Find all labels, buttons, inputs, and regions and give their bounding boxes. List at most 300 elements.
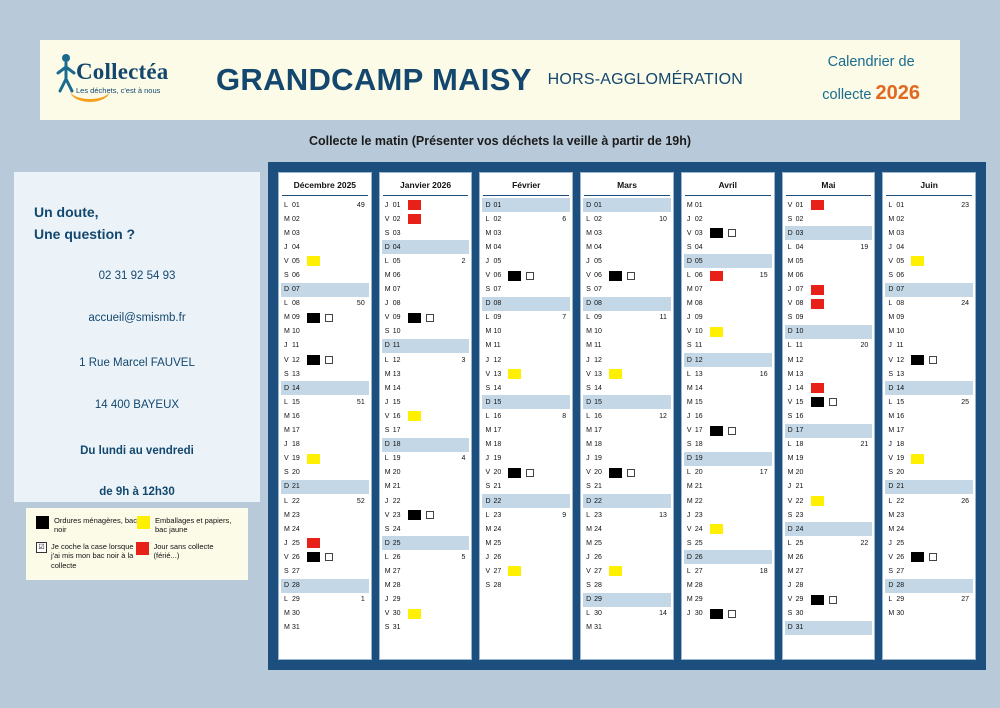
day-letter: D	[787, 328, 793, 336]
day-number: 16	[292, 412, 300, 420]
yellow-bin-icon	[811, 496, 824, 506]
day-letter: M	[888, 328, 895, 336]
day-letter: D	[586, 596, 592, 604]
day-letter: J	[284, 243, 288, 251]
day-row	[382, 353, 470, 367]
day-row	[785, 438, 873, 452]
day-row	[583, 424, 671, 438]
day-number: 01	[896, 201, 905, 209]
week-number: 19	[860, 243, 869, 251]
day-letter: M	[586, 229, 592, 237]
day-row	[281, 494, 369, 508]
day-letter: M	[787, 553, 794, 561]
month-name: Février	[512, 180, 541, 190]
day-number: 10	[896, 328, 905, 336]
day-row	[885, 381, 973, 395]
day-letter: J	[686, 314, 691, 322]
day-letter: J	[888, 243, 892, 251]
month-divider	[483, 195, 569, 196]
day-letter: S	[384, 525, 390, 533]
day-row	[281, 550, 369, 564]
day-number: 24	[694, 525, 703, 533]
day-letter: J	[586, 455, 590, 463]
yellow-bin-icon	[508, 566, 521, 576]
day-letter: D	[485, 497, 491, 505]
day-letter: M	[888, 229, 895, 237]
day-letter: L	[384, 257, 389, 265]
day-row	[583, 367, 671, 381]
day-number: 17	[694, 427, 703, 435]
day-checkbox[interactable]	[829, 398, 837, 406]
day-letter: J	[485, 553, 489, 561]
day-letter: D	[787, 624, 793, 632]
day-letter: S	[384, 427, 390, 435]
black-bin-icon	[408, 313, 421, 323]
day-number: 12	[896, 356, 905, 364]
week-number: 22	[860, 539, 869, 547]
day-letter: S	[384, 229, 390, 237]
day-number: 02	[392, 215, 401, 223]
day-letter: J	[384, 300, 389, 308]
checkbox-icon: ☑	[36, 542, 47, 553]
black-bin-icon	[307, 552, 320, 562]
day-number: 09	[594, 314, 602, 322]
day-letter: V	[384, 511, 390, 519]
day-list	[883, 198, 975, 659]
day-checkbox[interactable]	[526, 469, 534, 477]
yellow-bin-swatch-icon	[137, 516, 150, 529]
day-number: 30	[292, 610, 300, 618]
day-row	[583, 480, 671, 494]
day-letter: V	[485, 272, 491, 280]
day-row	[382, 607, 470, 621]
day-number: 03	[795, 229, 804, 237]
day-checkbox[interactable]	[728, 427, 736, 435]
day-checkbox[interactable]	[929, 356, 937, 364]
day-letter: J	[787, 582, 792, 590]
day-row	[684, 508, 772, 522]
day-row	[885, 367, 973, 381]
day-row	[785, 621, 873, 635]
day-letter: V	[787, 201, 793, 209]
day-letter: S	[586, 384, 591, 392]
day-row	[281, 579, 369, 593]
day-row	[785, 564, 873, 578]
day-number: 23	[292, 511, 300, 519]
day-letter: J	[284, 342, 288, 350]
day-letter: L	[686, 272, 691, 280]
day-row	[885, 466, 973, 480]
calendar-label-collecte: collecte	[822, 87, 872, 104]
day-row	[885, 438, 973, 452]
day-row	[482, 579, 570, 593]
day-letter: J	[485, 257, 489, 265]
day-number: 29	[392, 596, 401, 604]
day-number: 03	[392, 229, 401, 237]
day-letter: S	[586, 483, 591, 491]
day-row	[785, 395, 873, 409]
day-row	[785, 297, 873, 311]
collection-notice: Collecte le matin (Présenter vos déchets la veille à partir de 19h)	[308, 134, 692, 148]
day-row	[684, 198, 772, 212]
day-row	[785, 480, 873, 494]
day-checkbox[interactable]	[627, 272, 635, 280]
month-column	[278, 172, 372, 660]
day-letter: D	[485, 201, 491, 209]
month-name: Mai	[821, 180, 836, 190]
day-row	[885, 536, 973, 550]
day-row	[885, 226, 973, 240]
day-number: 17	[594, 427, 602, 435]
day-letter: S	[686, 243, 692, 251]
day-number: 11	[493, 342, 501, 350]
day-letter: V	[888, 356, 893, 364]
day-row	[785, 536, 873, 550]
day-row	[583, 283, 671, 297]
day-number: 16	[493, 412, 502, 420]
day-letter: M	[485, 243, 492, 251]
day-row	[583, 508, 671, 522]
yellow-bin-icon	[307, 256, 320, 266]
day-number: 20	[694, 469, 703, 477]
day-letter: L	[284, 201, 288, 209]
day-checkbox[interactable]	[728, 229, 736, 237]
day-row	[382, 564, 470, 578]
day-number: 03	[594, 229, 602, 237]
day-checkbox[interactable]	[929, 553, 937, 561]
day-row	[281, 480, 369, 494]
day-letter: M	[686, 300, 693, 308]
month-column	[580, 172, 674, 660]
day-letter: L	[888, 497, 893, 505]
day-letter: S	[284, 370, 289, 378]
day-number: 11	[594, 342, 602, 350]
day-checkbox[interactable]	[325, 314, 333, 322]
week-number: 15	[759, 272, 768, 280]
day-number: 11	[795, 342, 803, 350]
day-row	[885, 395, 973, 409]
day-number: 08	[493, 300, 502, 308]
day-row	[382, 240, 470, 254]
day-letter: M	[284, 624, 290, 632]
week-number: 20	[860, 342, 869, 350]
day-row	[482, 395, 570, 409]
day-number: 16	[795, 412, 804, 420]
day-number: 10	[795, 328, 804, 336]
day-row	[382, 593, 470, 607]
day-number: 07	[896, 286, 905, 294]
day-number: 22	[594, 497, 602, 505]
day-number: 23	[694, 511, 703, 519]
week-number: 23	[961, 201, 970, 209]
day-row	[583, 339, 671, 353]
day-number: 07	[694, 286, 703, 294]
day-letter: S	[686, 539, 692, 547]
day-row	[382, 579, 470, 593]
day-letter: L	[485, 412, 490, 420]
day-number: 03	[493, 229, 502, 237]
yellow-bin-icon	[911, 454, 924, 464]
day-row	[583, 452, 671, 466]
day-letter: M	[787, 567, 794, 575]
day-row	[281, 621, 369, 635]
day-row	[482, 522, 570, 536]
day-letter: J	[384, 596, 389, 604]
day-row	[482, 311, 570, 325]
day-checkbox[interactable]	[829, 596, 837, 604]
day-letter: D	[586, 300, 592, 308]
day-row	[281, 564, 369, 578]
question-line2: Une question ?	[34, 225, 136, 242]
day-number: 22	[694, 497, 703, 505]
day-letter: J	[787, 286, 792, 294]
day-letter: L	[787, 441, 792, 449]
day-letter: M	[787, 370, 794, 378]
day-row	[785, 325, 873, 339]
day-letter: D	[888, 483, 894, 491]
day-letter: S	[787, 215, 793, 223]
day-checkbox[interactable]	[728, 610, 736, 618]
day-checkbox[interactable]	[627, 469, 635, 477]
day-row	[382, 198, 470, 212]
day-number: 13	[493, 370, 502, 378]
day-list	[682, 198, 774, 659]
day-number: 28	[795, 582, 804, 590]
day-number: 23	[392, 511, 401, 519]
day-row	[281, 297, 369, 311]
day-row	[482, 409, 570, 423]
day-number: 31	[594, 624, 602, 632]
day-row	[684, 452, 772, 466]
day-letter: L	[586, 610, 591, 618]
day-number: 08	[896, 300, 905, 308]
day-row	[684, 325, 772, 339]
day-checkbox[interactable]	[426, 314, 434, 322]
legend-yellow-label: Emballages et papiers, bac jaune	[155, 516, 232, 535]
day-number: 21	[292, 483, 300, 491]
week-number: 9	[562, 511, 567, 519]
week-number: 1	[360, 596, 365, 604]
day-checkbox[interactable]	[426, 511, 434, 519]
day-letter: D	[586, 398, 592, 406]
day-number: 06	[392, 272, 401, 280]
day-checkbox[interactable]	[325, 356, 333, 364]
day-row	[785, 353, 873, 367]
day-number: 12	[795, 356, 804, 364]
week-number: 13	[659, 511, 667, 519]
day-letter: M	[284, 427, 290, 435]
day-row	[785, 550, 873, 564]
day-row	[885, 297, 973, 311]
day-row	[482, 367, 570, 381]
day-number: 13	[694, 370, 703, 378]
day-number: 08	[795, 300, 804, 308]
day-letter: J	[384, 497, 389, 505]
day-letter: L	[586, 412, 591, 420]
day-letter: V	[888, 455, 893, 463]
day-number: 05	[392, 257, 401, 265]
day-number: 30	[392, 610, 401, 618]
day-letter: M	[686, 582, 693, 590]
day-letter: D	[384, 342, 390, 350]
day-row	[281, 424, 369, 438]
day-row	[583, 536, 671, 550]
day-letter: M	[586, 539, 592, 547]
day-letter: D	[284, 582, 290, 590]
day-letter: L	[787, 243, 792, 251]
day-row	[482, 424, 570, 438]
day-row	[684, 536, 772, 550]
day-number: 22	[896, 497, 905, 505]
week-number: 49	[356, 201, 365, 209]
day-row	[482, 564, 570, 578]
day-letter: J	[686, 412, 691, 420]
day-row	[482, 297, 570, 311]
day-number: 20	[493, 469, 502, 477]
day-letter: D	[888, 286, 894, 294]
day-row	[684, 395, 772, 409]
day-row	[482, 494, 570, 508]
day-number: 13	[292, 370, 300, 378]
day-letter: J	[586, 356, 590, 364]
day-row	[281, 268, 369, 282]
day-letter: M	[586, 328, 592, 336]
week-number: 6	[562, 215, 567, 223]
day-number: 27	[694, 567, 703, 575]
day-number: 19	[594, 455, 602, 463]
day-row	[583, 550, 671, 564]
contact-address-line1: 1 Rue Marcel FAUVEL	[79, 357, 195, 370]
black-bin-icon	[911, 552, 924, 562]
day-list	[279, 198, 371, 659]
day-row	[785, 508, 873, 522]
day-number: 21	[896, 483, 905, 491]
week-number: 17	[759, 469, 768, 477]
day-row	[885, 240, 973, 254]
day-row	[785, 494, 873, 508]
week-number: 50	[356, 300, 365, 308]
day-checkbox[interactable]	[325, 553, 333, 561]
day-number: 14	[392, 384, 401, 392]
day-row	[583, 353, 671, 367]
day-letter: D	[384, 243, 390, 251]
day-number: 04	[594, 243, 602, 251]
day-row	[684, 311, 772, 325]
day-letter: V	[284, 356, 289, 364]
day-letter: M	[485, 441, 492, 449]
day-number: 18	[493, 441, 502, 449]
month-name: Avril	[718, 180, 738, 190]
day-letter: M	[384, 370, 391, 378]
day-row	[482, 550, 570, 564]
day-number: 09	[795, 314, 804, 322]
day-letter: V	[384, 412, 390, 420]
day-letter: M	[586, 525, 592, 533]
day-row	[684, 409, 772, 423]
day-row	[482, 508, 570, 522]
day-number: 02	[896, 215, 905, 223]
question-heading	[34, 202, 260, 245]
day-number: 07	[594, 286, 602, 294]
day-number: 25	[694, 539, 703, 547]
black-bin-icon	[508, 271, 521, 281]
day-letter: L	[686, 370, 691, 378]
day-letter: M	[284, 511, 290, 519]
day-letter: L	[284, 398, 288, 406]
month-divider	[282, 195, 368, 196]
contact-email[interactable]: accueil@smismb.fr	[88, 311, 186, 324]
day-letter: L	[284, 300, 288, 308]
day-letter: V	[686, 328, 692, 336]
day-row	[885, 409, 973, 423]
day-letter: S	[485, 483, 491, 491]
day-number: 01	[493, 201, 502, 209]
day-letter: L	[787, 539, 792, 547]
day-letter: S	[485, 286, 491, 294]
legend-row-bins	[36, 516, 238, 535]
day-number: 20	[795, 469, 804, 477]
day-number: 12	[493, 356, 502, 364]
day-letter: L	[384, 553, 389, 561]
week-number: 7	[562, 314, 567, 322]
black-bin-swatch-icon	[36, 516, 49, 529]
day-number: 25	[493, 539, 502, 547]
day-row	[684, 212, 772, 226]
day-letter: V	[787, 300, 793, 308]
logo-brand: Collectéa	[76, 59, 169, 84]
day-letter: M	[284, 314, 290, 322]
day-letter: V	[485, 567, 491, 575]
day-number: 16	[896, 412, 905, 420]
day-letter: M	[384, 286, 391, 294]
day-row	[482, 466, 570, 480]
day-letter: S	[284, 469, 289, 477]
day-row	[885, 424, 973, 438]
day-number: 01	[795, 201, 804, 209]
day-letter: S	[888, 272, 893, 280]
day-number: 27	[292, 567, 300, 575]
red-bin-icon	[811, 299, 824, 309]
day-letter: D	[787, 427, 793, 435]
day-number: 25	[392, 539, 401, 547]
day-checkbox[interactable]	[526, 272, 534, 280]
day-number: 18	[292, 441, 300, 449]
day-row	[281, 593, 369, 607]
week-number: 5	[461, 553, 466, 561]
day-letter: M	[284, 525, 290, 533]
day-letter: V	[586, 370, 591, 378]
day-row	[684, 522, 772, 536]
day-letter: S	[686, 441, 692, 449]
black-bin-icon	[811, 397, 824, 407]
day-number: 29	[896, 596, 905, 604]
week-number: 10	[659, 215, 667, 223]
day-letter: M	[686, 497, 693, 505]
day-letter: S	[787, 314, 793, 322]
day-letter: D	[284, 483, 290, 491]
day-letter: S	[787, 412, 793, 420]
day-row	[583, 311, 671, 325]
day-letter: M	[686, 596, 693, 604]
month-column	[379, 172, 473, 660]
black-bin-icon	[508, 468, 521, 478]
day-row	[785, 240, 873, 254]
day-number: 19	[795, 455, 804, 463]
day-row	[281, 508, 369, 522]
day-number: 08	[392, 300, 401, 308]
day-row	[382, 508, 470, 522]
day-row	[482, 381, 570, 395]
